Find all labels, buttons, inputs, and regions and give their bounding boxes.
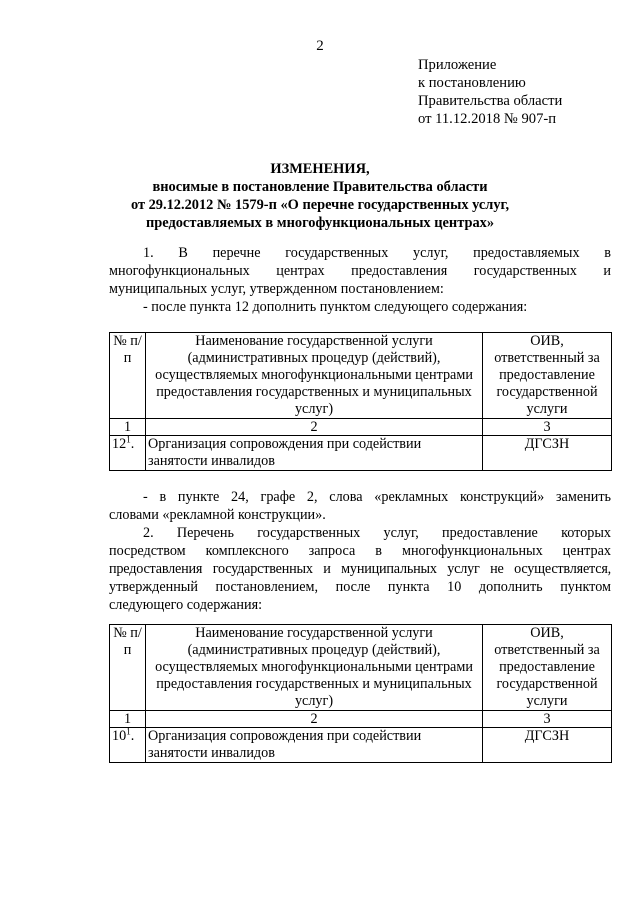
approval-line: Приложение bbox=[418, 57, 497, 73]
header-cell-number: № п/п bbox=[110, 333, 146, 419]
heading-line: вносимые в постановление Правительства области bbox=[152, 179, 488, 195]
heading-line: от 29.12.2012 № 1579-п «О перечне государственных услуг, bbox=[130, 197, 510, 213]
table-column-numbers-row bbox=[110, 711, 612, 728]
row-number-value: 10 bbox=[112, 728, 127, 744]
column-number: 2 bbox=[146, 419, 483, 436]
row-number-value: 12 bbox=[112, 436, 127, 452]
document-heading bbox=[0, 160, 640, 232]
header-cell-number: № п/п bbox=[110, 625, 146, 711]
approval-line: Правительства области bbox=[418, 93, 563, 109]
page-number: 2 bbox=[316, 38, 324, 54]
paragraph-line: посредством комплексного запроса в многофункциональных центрах bbox=[109, 543, 611, 559]
paragraph-line: 2. Перечень государственных услуг, предоставление которых bbox=[143, 525, 611, 541]
header-cell-oiv: ОИВ, ответственный за предоставление государственной услуги bbox=[483, 625, 612, 711]
row-number-superscript: 1 bbox=[126, 434, 131, 445]
approval-block bbox=[418, 56, 562, 128]
paragraph-line: 1. В перечне государственных услуг, предоставляемых в bbox=[143, 245, 611, 261]
column-number: 1 bbox=[110, 711, 146, 728]
row-number: $12^1$. bbox=[110, 436, 146, 471]
table-header-row bbox=[110, 333, 612, 419]
column-number: 1 bbox=[110, 419, 146, 436]
approval-line: от 11.12.2018 № 907-п bbox=[418, 111, 557, 127]
paragraph-line: словами «рекламной конструкции». bbox=[109, 507, 326, 523]
heading-line: предоставляемых в многофункциональных центрах» bbox=[145, 215, 495, 231]
header-cell-service-name: Наименование государственной услуги (административных процедур (действий), осуществляемых многофункциональными центрами предоставления государственных и муниципальных услуг) bbox=[146, 333, 483, 419]
table-row bbox=[110, 436, 612, 471]
paragraph-line: многофункциональных центрах предоставления государственных и bbox=[109, 263, 611, 279]
services-table-2 bbox=[109, 624, 612, 763]
header-cell-oiv: ОИВ, ответственный за предоставление государственной услуги bbox=[483, 333, 612, 419]
paragraph-line: следующего содержания: bbox=[109, 597, 263, 613]
row-oiv: ДГСЗН bbox=[483, 728, 612, 763]
table-column-numbers-row bbox=[110, 419, 612, 436]
table-row bbox=[110, 728, 612, 763]
column-number: 3 bbox=[483, 711, 612, 728]
paragraph-line: - в пункте 24, графе 2, слова «рекламных конструкций» заменить bbox=[143, 489, 611, 505]
heading-title: ИЗМЕНЕНИЯ, bbox=[270, 161, 370, 177]
approval-line: к постановлению bbox=[418, 75, 526, 91]
row-number: $10^1$. bbox=[110, 728, 146, 763]
row-service-name: Организация сопровождения при содействии занятости инвалидов bbox=[146, 436, 483, 471]
paragraph-line: - после пункта 12 дополнить пунктом следующего содержания: bbox=[143, 299, 528, 315]
row-number-superscript: 1 bbox=[126, 726, 131, 737]
services-table-1 bbox=[109, 332, 612, 471]
section-2-paragraph bbox=[109, 524, 611, 614]
header-cell-service-name: Наименование государственной услуги (административных процедур (действий), осуществляемых многофункциональными центрами предоставления государственных и муниципальных услуг) bbox=[146, 625, 483, 711]
row-service-name: Организация сопровождения при содействии занятости инвалидов bbox=[146, 728, 483, 763]
column-number: 3 bbox=[483, 419, 612, 436]
section-1-paragraph bbox=[109, 244, 611, 316]
paragraph-line: предоставления государственных и муниципальных услуг не осуществляется, bbox=[109, 561, 611, 577]
row-oiv: ДГСЗН bbox=[483, 436, 612, 471]
paragraph-line: утвержденный постановлением, после пункта 10 дополнить пунктом bbox=[109, 579, 611, 595]
column-number: 2 bbox=[146, 711, 483, 728]
paragraph-line: муниципальных услуг, утвержденном постановлением: bbox=[109, 281, 444, 297]
section-1b-paragraph bbox=[109, 488, 611, 524]
table-header-row bbox=[110, 625, 612, 711]
